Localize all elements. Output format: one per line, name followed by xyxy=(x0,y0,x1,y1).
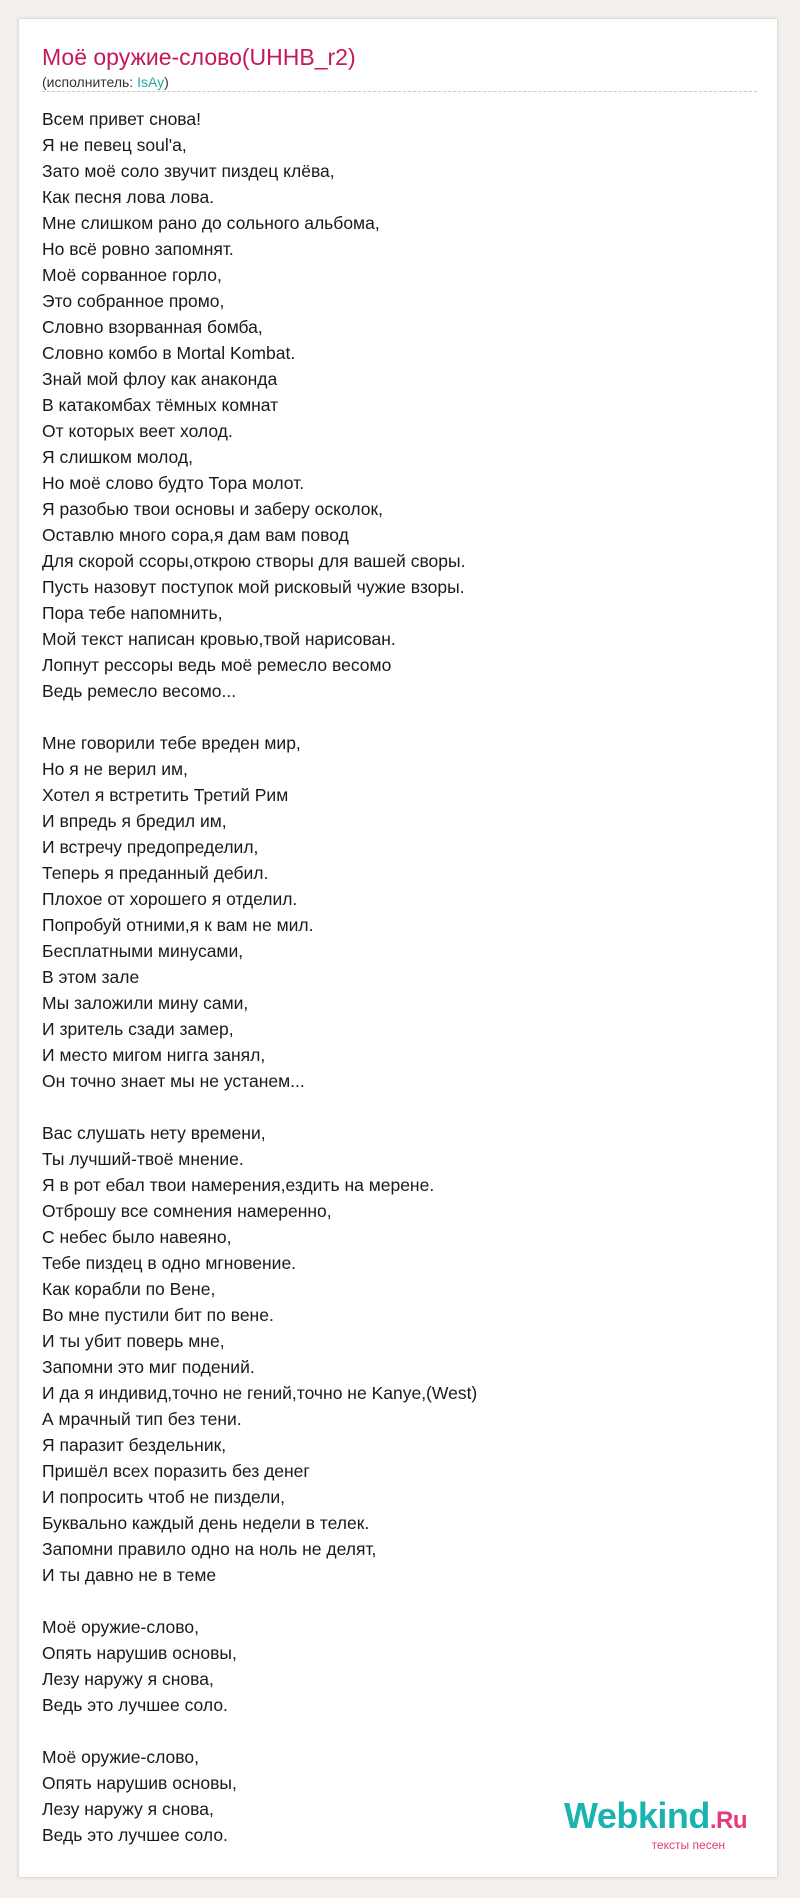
song-header xyxy=(42,43,756,91)
artist-line xyxy=(42,73,756,91)
logo-ru-text: .Ru xyxy=(709,1807,747,1834)
logo-web-text: Webkind xyxy=(563,1795,710,1836)
artist-link[interactable]: IsAy xyxy=(137,74,165,90)
artist-prefix: (исполнитель: xyxy=(42,74,138,90)
header-divider xyxy=(42,91,757,92)
lyrics-text: Всем привет снова! Я не певец soul'a, Зато моё соло звучит пиздец клёва, Как песня лова лова. Мне слишком рано до сольного альбома, Но всё ровно запомнят. Моё сорванное горло, Это собранное промо, Словно взорванная бомба, Словно комбо в Mortal Kombat. Знай мой флоу как анаконда В катакомбах тёмных комнат От которых веет холод. Я слишком молод, Но моё слово будто Тора молот. Я разобью твои основы и заберу осколок, Оставлю много сора,я дам вам повод Для скорой ссоры,открою створы для вашей своры. Пусть назовут поступок мой рисковый чужие взоры. Пора тебе напомнить, Мой текст написан кровью,твой нарисован. Лопнут рессоры ведь моё ремесло весомо Ведь ремесло весомо... Мне говорили тебе вреден мир, Но я не верил им, Хотел я встретить Третий Рим И впредь я бредил им, И встречу предопределил, Теперь я преданный дебил. Плохое от хорошего я отделил. Попробуй отними,я к вам не мил. Бесплатными минусами, В этом зале Мы заложили мину сами, И зритель сзади замер, И место мигом нигга занял, Он точно знает мы не устанем... Вас слушать нету времени, Ты лучший-твоё мнение. Я в рот ебал твои намерения,ездить на мерене. Отброшу все сомнения намеренно, С небес было навеяно, Тебе пиздец в одно мгновение. Как корабли по Вене, Во мне пустили бит по вене. И ты убит поверь мне, Запомни это миг подений. И да я индивид,точно не гений,точно не Kanye,(West) А мрачный тип без тени. Я паразит бездельник, Пришёл всех поразить без денег И попросить чтоб не пиздели, Буквально каждый день недели в телек. Запомни правило одно на ноль не делят, И ты давно не в теме Моё оружие-слово, Опять нарушив основы, Лезу наружу я снова, Ведь это лучшее соло. Моё оружие-слово, Опять нарушив основы, Лезу наружу я снова, Ведь это лучшее соло. xyxy=(42,109,478,1845)
song-title: Моё оружие-слово(UHHB_r2) xyxy=(42,44,356,70)
lyrics-card xyxy=(18,18,778,1878)
logo-wordmark xyxy=(563,1795,747,1839)
artist-suffix: ) xyxy=(164,74,169,90)
logo-subtitle: тексты песен xyxy=(651,1838,725,1852)
site-logo[interactable] xyxy=(563,1795,747,1852)
